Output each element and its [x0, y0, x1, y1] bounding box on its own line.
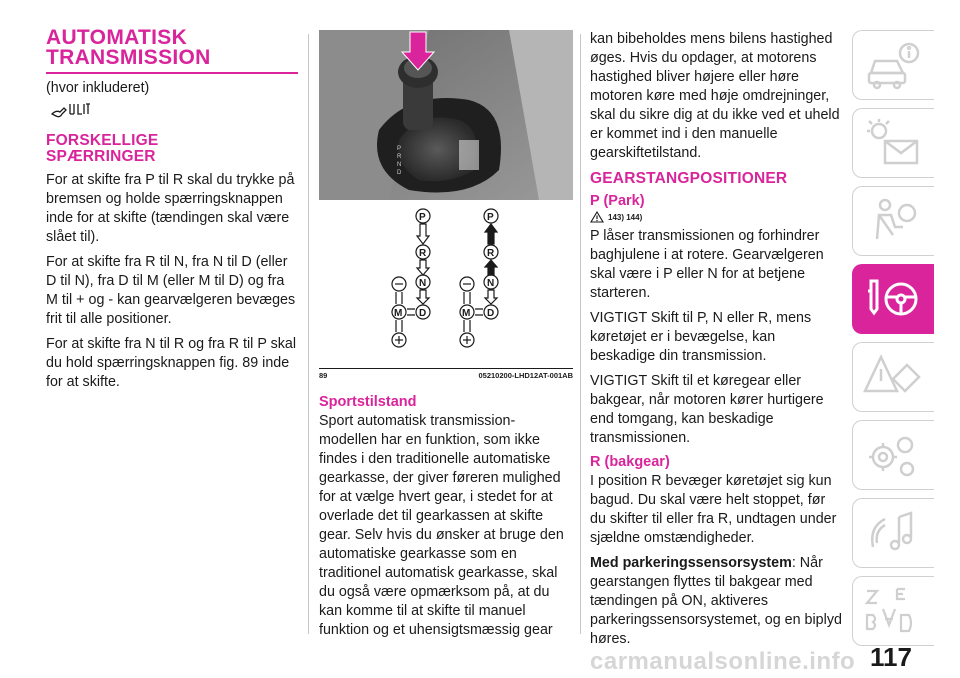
- gate-letter-r-left: R: [419, 248, 427, 259]
- section-title-line1: FORSKELLIGE: [46, 132, 159, 149]
- svg-text:P: P: [397, 146, 402, 152]
- multimedia-icon: [863, 507, 923, 561]
- park-title: P (Park): [590, 193, 645, 209]
- warning-triangle-icon: [590, 211, 604, 223]
- tab-starting-driving[interactable]: [852, 264, 934, 334]
- right-column: [590, 30, 842, 655]
- tab-maintenance[interactable]: [852, 420, 934, 490]
- middle-column: [319, 30, 573, 646]
- gate-letter-p-right: P: [487, 212, 494, 223]
- warning-reference-numbers: 143) 144): [608, 212, 643, 222]
- paragraph: VIGTIGT Skift til P, N eller R, mens køretøjet er i bevægelse, kan beskadige din transmission.: [590, 310, 812, 364]
- svg-text:D: D: [397, 170, 402, 176]
- section-title-line2: SPÆRRINGER: [46, 148, 156, 165]
- watermark: carmanualsonline.info: [590, 648, 856, 675]
- figure-code: 05210200-LHD12AT-001AB: [478, 371, 573, 380]
- figure-number: 89: [319, 371, 328, 380]
- column-divider-left: [308, 34, 309, 634]
- paragraph: Sport automatisk transmission-modellen har en funktion, som ikke findes i den traditionelle automatiske gearkasse, der giver føreren mulighed for at vælge hvert gear, i stedet for at overlade det til gearkassen at skifte gear. Selv hvis du ønsker at bruge den automatiske gearkasse som en traditionel automatisk gearkasse, skal du også være opmærksom på, at du kan komme til at skifte til manuel funktion og et uhensigtsmæssig gear: [319, 413, 564, 638]
- reverse-title: R (bakgear): [590, 454, 670, 470]
- left-column: [46, 28, 298, 398]
- warning-triangle-car-icon: [863, 351, 923, 405]
- title-underline: [46, 72, 298, 74]
- tab-vehicle-info[interactable]: [852, 30, 934, 100]
- tab-lights[interactable]: [852, 108, 934, 178]
- figure-caption: [319, 368, 573, 385]
- gate-diagram: [319, 204, 573, 364]
- gate-letter-r-right: R: [487, 248, 495, 259]
- gate-letter-m-left: M: [394, 308, 403, 319]
- page-number: 117: [870, 642, 912, 672]
- gate-letter-n-left: N: [419, 278, 427, 289]
- parking-sensor-label: Med parkeringssensorsystem: [590, 555, 792, 571]
- gears-icon: [863, 429, 923, 483]
- gate-letter-d-right: D: [487, 308, 495, 319]
- gate-letter-d-left: D: [419, 308, 427, 319]
- svg-text:R: R: [397, 154, 402, 160]
- svg-text:N: N: [397, 162, 402, 168]
- warning-refs: [590, 211, 842, 223]
- paragraph: I position R bevæger køretøjet sig kun bagud. Du skal være helt stoppet, før du skifter til eller fra R, undtagen under sjældne omstændigheder.: [590, 473, 837, 546]
- gate-letter-m-right: M: [462, 308, 471, 319]
- paragraph: P låser transmissionen og forhindrer baghjulene i at rotere. Gearvælgeren skal være i P eller N for at betjene starteren.: [590, 228, 824, 301]
- chapter-tabs: [852, 30, 934, 654]
- section-title-sport: Sportstilstand: [319, 394, 417, 410]
- tab-safety[interactable]: [852, 186, 934, 256]
- lights-mail-icon: [863, 117, 923, 171]
- paragraph: kan bibeholdes mens bilens hastighed øges. Hvis du opdager, at motorens hastighed bliver højere eller høre motoren køre med høje omdrejninger, skal du sikre dig at du ikke ved et uheld er kommet ind i den manuelle gearskiftetilstand.: [590, 31, 840, 161]
- section-title-interlocks: [46, 133, 298, 165]
- alphabet-index-icon: [863, 585, 923, 639]
- car-info-icon: [863, 39, 923, 93]
- paragraph: For at skifte fra R til N, fra N til D (eller D til N), fra D til M (eller M til D) og fra M til + og - kan gearvælgeren bevæges frit til alle positioner.: [46, 254, 296, 327]
- page-title-line2: TRANSMISSION: [46, 46, 211, 69]
- seatbelt-airbag-icon: [863, 195, 923, 249]
- column-divider-right: [580, 34, 581, 634]
- tab-index[interactable]: [852, 576, 934, 646]
- page-title-line1: AUTOMATISK: [46, 26, 188, 49]
- key-steering-wheel-icon: [863, 273, 923, 327]
- tab-multimedia[interactable]: [852, 498, 934, 568]
- paragraph: VIGTIGT Skift til et køregear eller bakgear, når motoren kører hurtigere end tomgang, kan beskadige transmissionen.: [590, 373, 824, 446]
- gate-letter-n-right: N: [487, 278, 495, 289]
- gate-letter-p-left: P: [419, 212, 426, 223]
- paragraph-parking-sensor: [590, 554, 842, 649]
- tab-emergency[interactable]: [852, 342, 934, 412]
- figure-89: [319, 30, 573, 380]
- paragraph: For at skifte fra N til R og fra R til P skal du hold spærringsknappen fig. 89 inde for at skifte.: [46, 336, 297, 390]
- gear-shifter-photo: [319, 30, 573, 200]
- subtitle: (hvor inkluderet): [46, 80, 150, 96]
- section-title-positions: GEARSTANGPOSITIONER: [590, 170, 788, 187]
- parking-sensor-text: : Når gearstangen flyttes til bakgear med tændingen på ON, aktiveres parkeringssensorsystemet, og en biplyd høres.: [590, 555, 842, 647]
- equipment-icon: [50, 100, 298, 125]
- paragraph: For at skifte fra P til R skal du trykke på bremsen og holde spærringsknappen inde for at skifte (tændingen skal være slået til).: [46, 172, 295, 245]
